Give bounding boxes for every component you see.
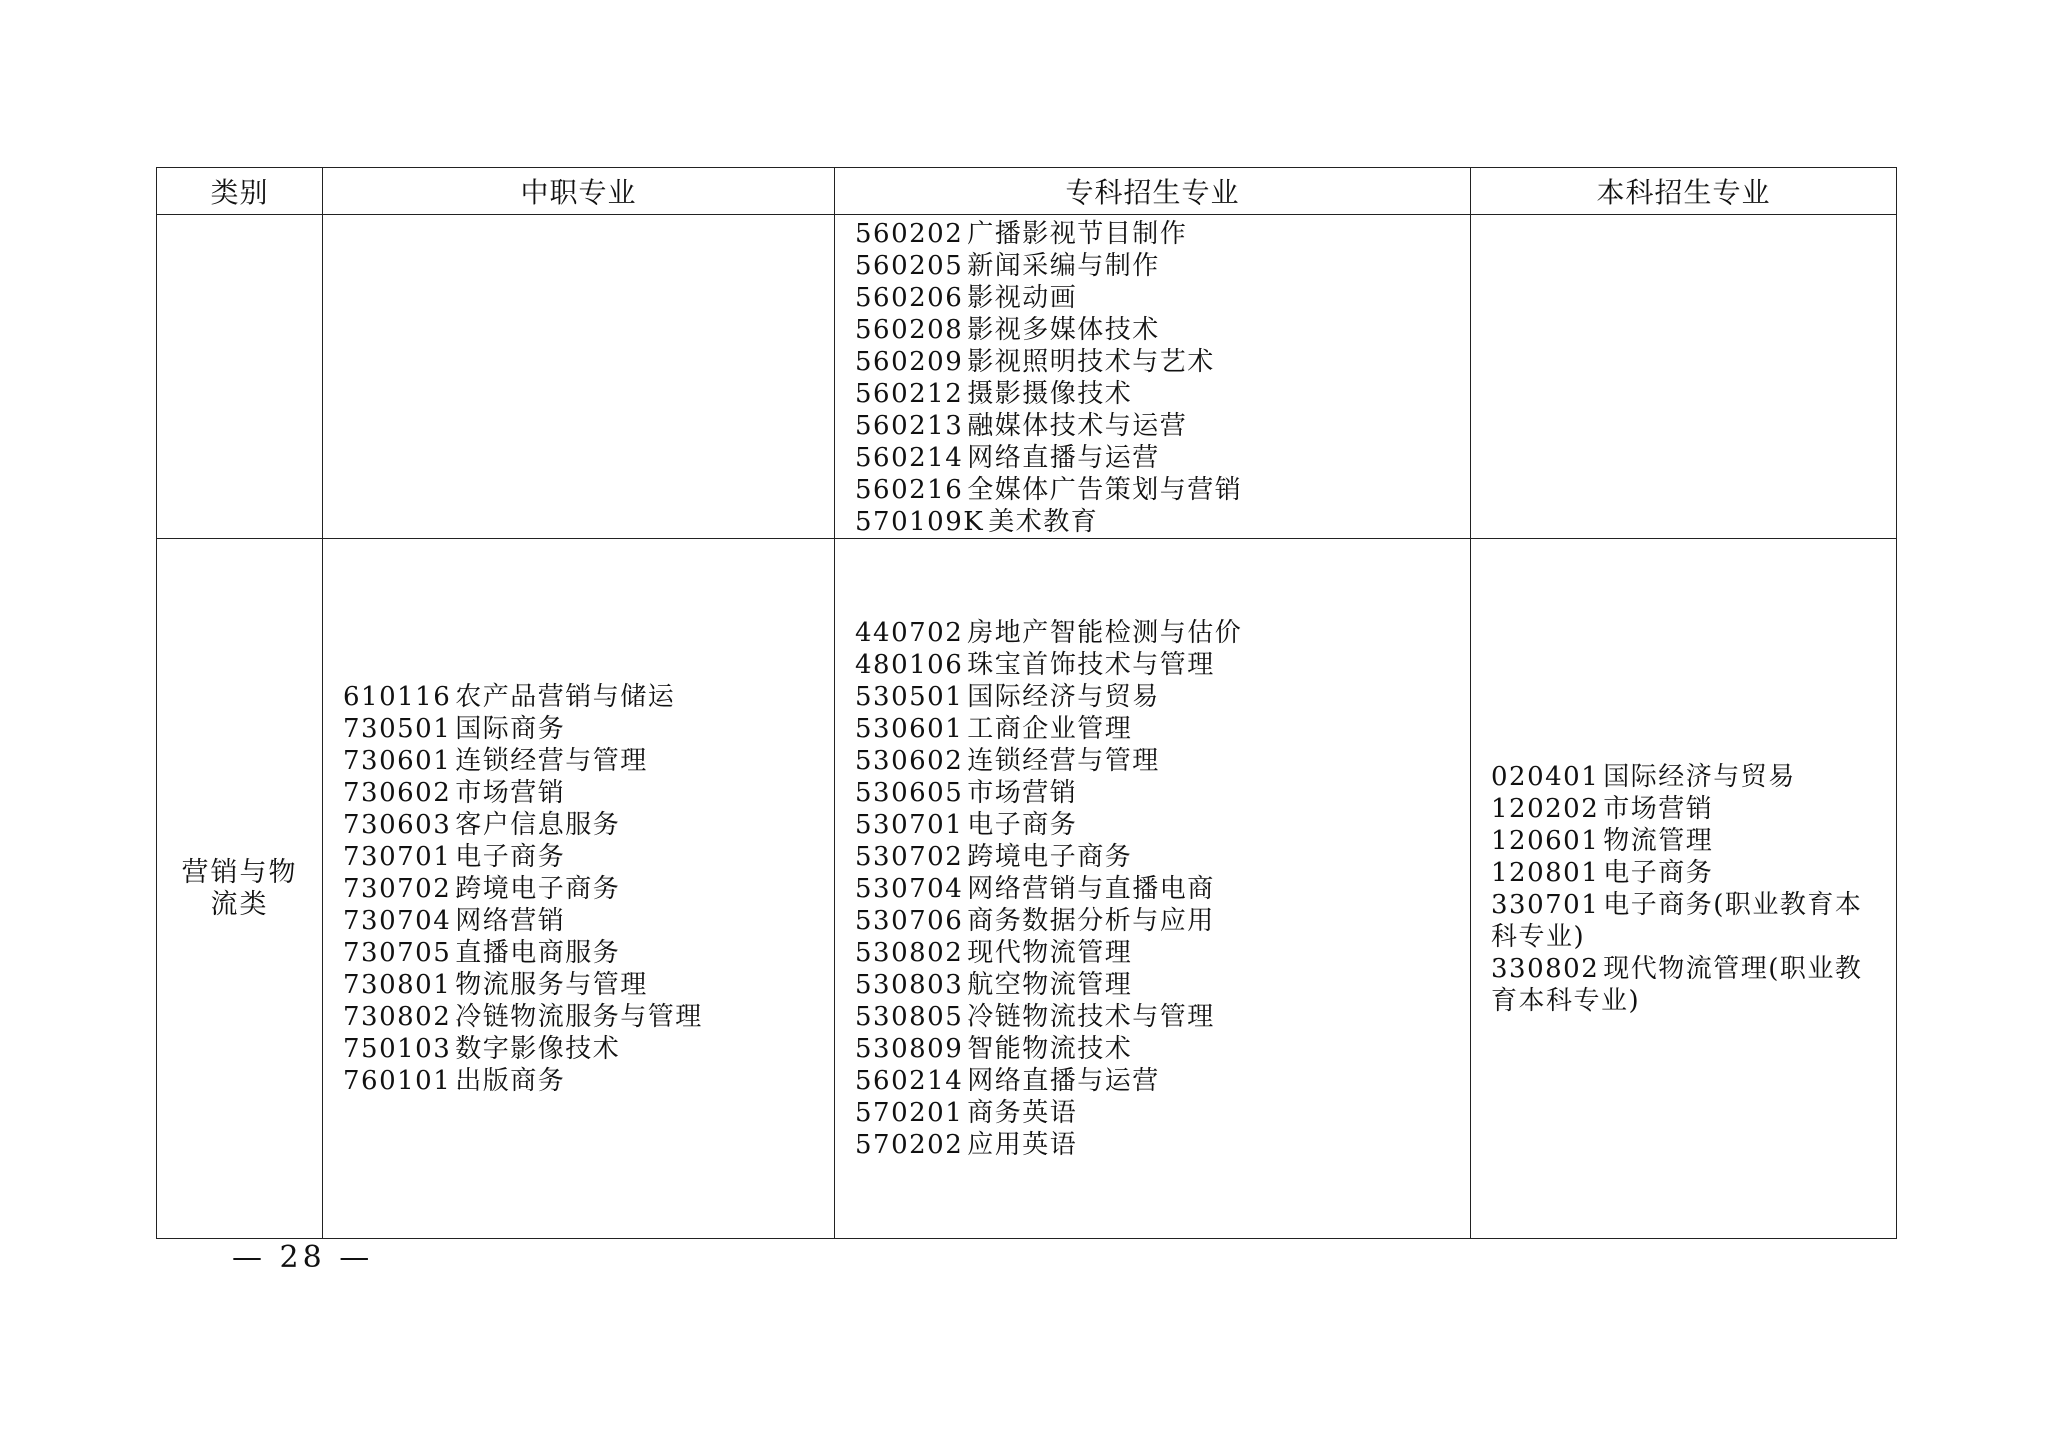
major-item (855, 506, 1456, 538)
table-header-row (157, 168, 1897, 215)
major-code: 480106 (855, 649, 964, 680)
major-code: 570109K (855, 507, 985, 537)
major-item (855, 1097, 1456, 1129)
major-name: 直播电商服务 (455, 937, 621, 968)
major-code: 570202 (855, 1129, 964, 1160)
major-item (343, 937, 820, 969)
major-code: 120801 (1491, 857, 1600, 888)
major-item (855, 745, 1456, 777)
table-row (157, 539, 1897, 1239)
major-item (343, 873, 820, 905)
major-name: 冷链物流技术与管理 (967, 1001, 1215, 1032)
major-name: 市场营销 (455, 777, 566, 808)
major-code: 730702 (343, 873, 452, 904)
major-item (1491, 825, 1882, 857)
major-name: 冷链物流服务与管理 (455, 1001, 703, 1032)
major-name: 应用英语 (967, 1129, 1078, 1160)
major-name: 电子商务(职业教育本科专业) (1491, 889, 1863, 952)
major-code: 530501 (855, 681, 964, 712)
header-category: 类别 (157, 168, 323, 215)
major-item (855, 1065, 1456, 1097)
major-code: 730501 (343, 713, 452, 744)
major-name: 跨境电子商务 (967, 841, 1133, 872)
major-name: 农产品营销与储运 (455, 681, 676, 712)
major-name: 影视多媒体技术 (967, 315, 1160, 345)
major-name: 影视照明技术与艺术 (967, 347, 1215, 377)
major-item (343, 777, 820, 809)
major-code: 610116 (343, 681, 452, 712)
major-item (855, 937, 1456, 969)
major-name: 国际商务 (455, 713, 566, 744)
major-code: 760101 (343, 1065, 452, 1096)
major-item (1491, 953, 1882, 1017)
bachelor-majors-cell (1471, 539, 1897, 1239)
major-code: 530803 (855, 969, 964, 1000)
major-item (855, 809, 1456, 841)
major-item (343, 1065, 820, 1097)
page-number: — 28 — (232, 1240, 374, 1275)
major-code: 560209 (855, 347, 964, 377)
major-code: 730701 (343, 841, 452, 872)
major-item (343, 969, 820, 1001)
major-item (855, 346, 1456, 378)
major-item (855, 314, 1456, 346)
major-code: 560214 (855, 1065, 964, 1096)
major-name: 航空物流管理 (967, 969, 1133, 1000)
major-name: 出版商务 (455, 1065, 566, 1096)
major-name: 网络直播与运营 (967, 1065, 1160, 1096)
major-code: 330701 (1491, 889, 1600, 920)
major-item (855, 282, 1456, 314)
major-name: 影视动画 (967, 283, 1078, 313)
major-name: 珠宝首饰技术与管理 (967, 649, 1215, 680)
major-code: 560213 (855, 411, 964, 441)
major-code: 530602 (855, 745, 964, 776)
major-code: 560208 (855, 315, 964, 345)
major-code: 530802 (855, 937, 964, 968)
major-item (343, 841, 820, 873)
major-code: 570201 (855, 1097, 964, 1128)
major-item (855, 218, 1456, 250)
major-code: 530805 (855, 1001, 964, 1032)
major-item (855, 841, 1456, 873)
major-name: 网络直播与运营 (967, 443, 1160, 473)
major-code: 560205 (855, 251, 964, 281)
major-code: 530601 (855, 713, 964, 744)
major-item (855, 410, 1456, 442)
major-name: 商务数据分析与应用 (967, 905, 1215, 936)
major-item (855, 1001, 1456, 1033)
major-item (343, 745, 820, 777)
major-code: 530704 (855, 873, 964, 904)
major-name: 现代物流管理 (967, 937, 1133, 968)
major-name: 新闻采编与制作 (967, 251, 1160, 281)
major-item (1491, 889, 1882, 953)
major-name: 连锁经营与管理 (967, 745, 1160, 776)
major-code: 530809 (855, 1033, 964, 1064)
major-name: 智能物流技术 (967, 1033, 1133, 1064)
major-item (343, 1001, 820, 1033)
major-name: 市场营销 (1603, 793, 1714, 824)
category-cell (157, 215, 323, 539)
major-name: 电子商务 (455, 841, 566, 872)
category-cell (157, 539, 323, 1239)
major-code: 560206 (855, 283, 964, 313)
major-code: 120601 (1491, 825, 1600, 856)
major-code: 530701 (855, 809, 964, 840)
major-name: 广播影视节目制作 (967, 219, 1188, 249)
major-name: 美术教育 (988, 507, 1099, 537)
major-code: 730705 (343, 937, 452, 968)
majors-table (156, 167, 1897, 1239)
major-code: 730601 (343, 745, 452, 776)
major-name: 电子商务 (1603, 857, 1714, 888)
secondary-majors-cell (323, 539, 835, 1239)
major-name: 商务英语 (967, 1097, 1078, 1128)
major-item (343, 905, 820, 937)
major-code: 750103 (343, 1033, 452, 1064)
major-code: 530605 (855, 777, 964, 808)
major-code: 330802 (1491, 953, 1600, 984)
major-item (855, 713, 1456, 745)
category-label: 营销与物流类 (181, 856, 298, 920)
major-code: 560212 (855, 379, 964, 409)
major-code: 560214 (855, 443, 964, 473)
major-item (855, 617, 1456, 649)
major-code: 730802 (343, 1001, 452, 1032)
major-code: 530706 (855, 905, 964, 936)
major-code: 560216 (855, 475, 964, 505)
major-item (855, 1033, 1456, 1065)
major-item (855, 969, 1456, 1001)
major-code: 120202 (1491, 793, 1600, 824)
major-code: 440702 (855, 617, 964, 648)
major-name: 工商企业管理 (967, 713, 1133, 744)
associate-majors-cell (835, 539, 1471, 1239)
major-item (855, 873, 1456, 905)
major-code: 560202 (855, 219, 964, 249)
secondary-majors-cell (323, 215, 835, 539)
major-name: 现代物流管理(职业教育本科专业) (1491, 953, 1863, 1016)
major-item (855, 905, 1456, 937)
major-item (855, 777, 1456, 809)
header-associate-majors: 专科招生专业 (835, 168, 1471, 215)
major-item (343, 713, 820, 745)
header-bachelor-majors: 本科招生专业 (1471, 168, 1897, 215)
major-item (855, 474, 1456, 506)
major-code: 730801 (343, 969, 452, 1000)
major-code: 730602 (343, 777, 452, 808)
bachelor-majors-cell (1471, 215, 1897, 539)
major-name: 客户信息服务 (455, 809, 621, 840)
major-item (343, 681, 820, 713)
major-name: 跨境电子商务 (455, 873, 621, 904)
major-name: 摄影摄像技术 (967, 379, 1133, 409)
major-name: 市场营销 (967, 777, 1078, 808)
major-name: 连锁经营与管理 (455, 745, 648, 776)
major-item (855, 378, 1456, 410)
major-item (1491, 857, 1882, 889)
major-name: 电子商务 (967, 809, 1078, 840)
major-item (855, 649, 1456, 681)
major-name: 网络营销 (455, 905, 566, 936)
major-name: 国际经济与贸易 (967, 681, 1160, 712)
major-item (1491, 793, 1882, 825)
major-name: 数字影像技术 (455, 1033, 621, 1064)
major-item (855, 250, 1456, 282)
major-item (343, 809, 820, 841)
major-name: 全媒体广告策划与营销 (967, 475, 1243, 505)
major-code: 730704 (343, 905, 452, 936)
table-row (157, 215, 1897, 539)
major-name: 国际经济与贸易 (1603, 761, 1796, 792)
major-item (343, 1033, 820, 1065)
major-name: 网络营销与直播电商 (967, 873, 1215, 904)
major-name: 物流管理 (1603, 825, 1714, 856)
header-secondary-majors: 中职专业 (323, 168, 835, 215)
major-name: 融媒体技术与运营 (967, 411, 1188, 441)
major-item (855, 1129, 1456, 1161)
major-code: 020401 (1491, 761, 1600, 792)
major-name: 物流服务与管理 (455, 969, 648, 1000)
major-item (1491, 761, 1882, 793)
associate-majors-cell (835, 215, 1471, 539)
major-code: 530702 (855, 841, 964, 872)
major-item (855, 681, 1456, 713)
major-name: 房地产智能检测与估价 (967, 617, 1243, 648)
major-item (855, 442, 1456, 474)
major-code: 730603 (343, 809, 452, 840)
